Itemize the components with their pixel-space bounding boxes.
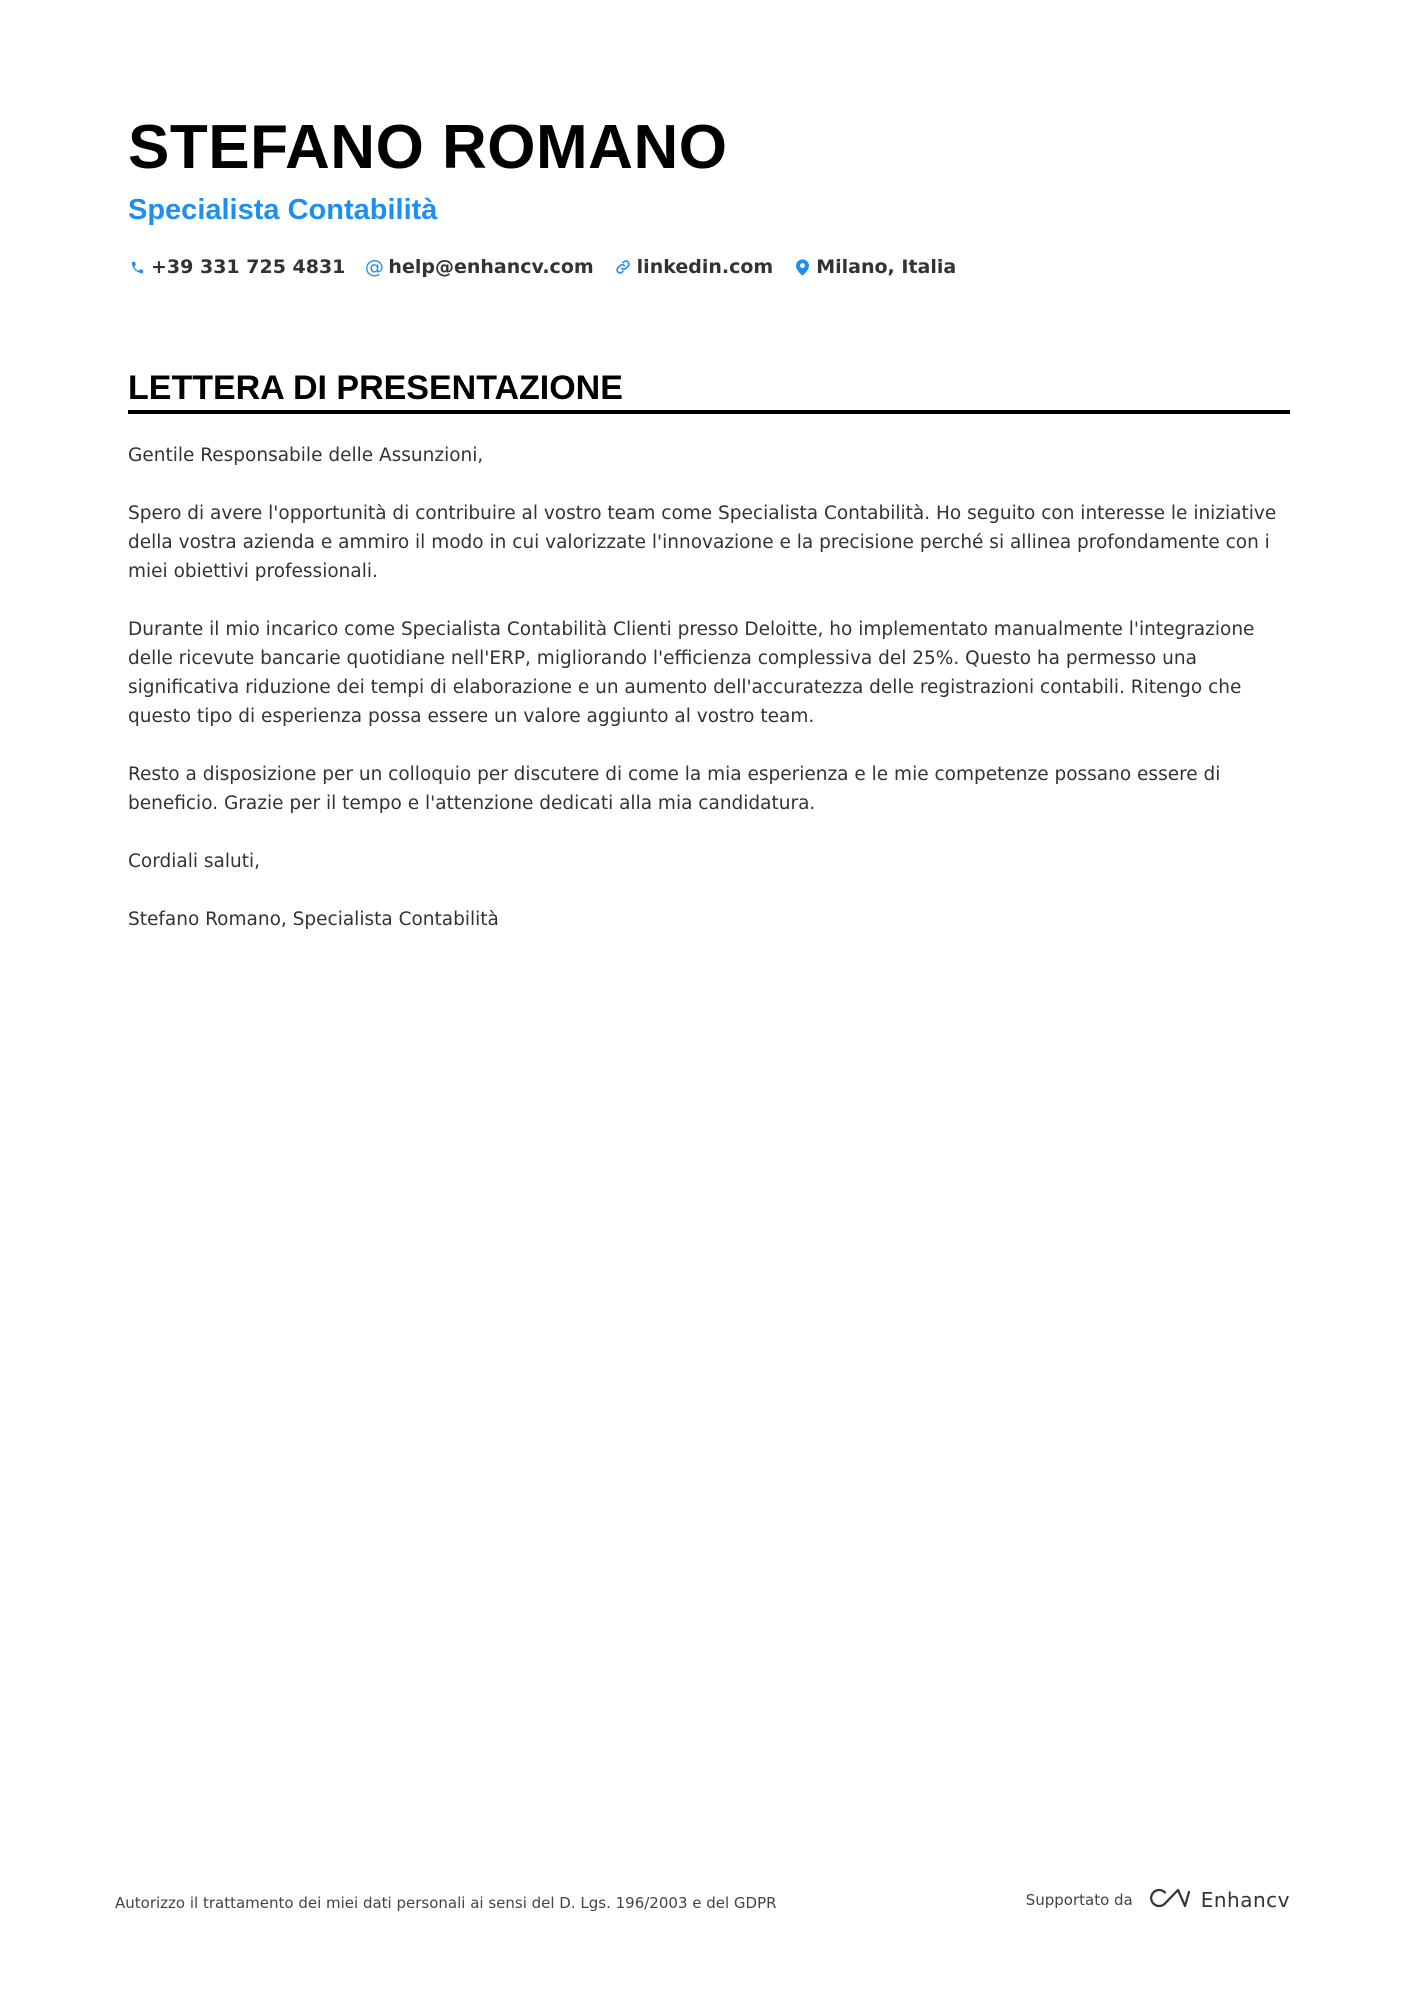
letter-paragraph: Spero di avere l'opportunità di contribuire al vostro team come Specialista Contabilità. Ho seguito con interesse le iniziative della vostra azienda e ammiro il modo in cui valorizzate l'innovazione e la precisione perché si allinea profondamente con i miei obiettivi professionali. xyxy=(128,503,1277,582)
letter-greeting: Gentile Responsabile delle Assunzioni, xyxy=(128,445,484,466)
phone-icon xyxy=(128,257,146,277)
location-text: Milano, Italia xyxy=(816,256,957,278)
contact-phone[interactable] xyxy=(128,256,345,278)
section-divider xyxy=(128,410,1290,414)
contact-email[interactable] xyxy=(365,256,593,278)
link-icon xyxy=(614,257,632,277)
supported-by-label: Supportato da xyxy=(1025,1891,1133,1909)
email-text: help@enhancv.com xyxy=(388,256,594,278)
privacy-note: Autorizzo il trattamento dei miei dati personali ai sensi del D. Lgs. 196/2003 e del GDPR xyxy=(115,1894,777,1912)
section-title: LETTERA DI PRESENTAZIONE xyxy=(128,369,623,407)
contact-info-bar xyxy=(128,252,976,282)
letter-body xyxy=(128,441,1290,963)
letter-closing: Cordiali saluti, xyxy=(128,851,261,872)
contact-linkedin[interactable] xyxy=(614,256,774,278)
enhancv-logo-icon xyxy=(1145,1886,1191,1914)
location-pin-icon xyxy=(793,257,811,277)
phone-text: +39 331 725 4831 xyxy=(151,256,346,278)
candidate-name: STEFANO ROMANO xyxy=(128,113,728,182)
brand-name: Enhancv xyxy=(1200,1888,1290,1912)
job-title: Specialista Contabilità xyxy=(128,194,438,226)
letter-paragraph: Resto a disposizione per un colloquio per discutere di come la mia esperienza e le mie competenze possano essere di beneficio. Grazie per il tempo e l'attenzione dedicati alla mia candidatura. xyxy=(128,764,1221,814)
letter-signature: Stefano Romano, Specialista Contabilità xyxy=(128,909,499,930)
linkedin-text: linkedin.com xyxy=(636,256,774,278)
footer-branding xyxy=(1026,1886,1290,1914)
at-icon: @ xyxy=(364,256,384,278)
letter-paragraph: Durante il mio incarico come Specialista Contabilità Clienti presso Deloitte, ho implementato manualmente l'integrazione delle ricevute bancarie quotidiane nell'ERP, migliorando l'efficienza complessiva del 25%. Questo ha permesso una significativa riduzione dei tempi di elaborazione e un aumento dell'accuratezza delle registrazioni contabili. Ritengo che questo tipo di esperienza possa essere un valore aggiunto al vostro team. xyxy=(128,619,1255,727)
contact-location xyxy=(793,256,956,278)
